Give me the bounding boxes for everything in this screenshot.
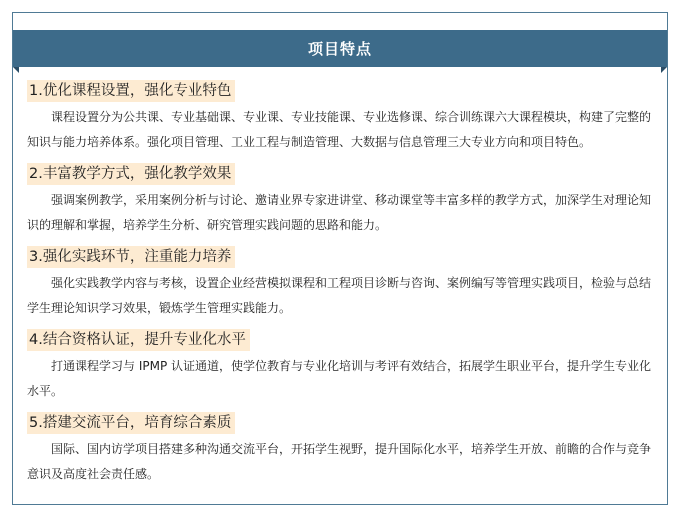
feature-section-5 — [27, 404, 655, 487]
feature-section-3 — [27, 238, 655, 321]
feature-section-1 — [27, 72, 655, 155]
section-body: 课程设置分为公共课、专业基础课、专业课、专业技能课、专业选修课、综合训练课六大课程模块，构建了完整的知识与能力培养体系。强化项目管理、工业工程与制造管理、大数据与信息管理三大专业方向和项目特色。 — [27, 110, 652, 149]
section-heading: 4.结合资格认证，提升专业化水平 — [27, 329, 250, 351]
section-heading: 1.优化课程设置，强化专业特色 — [27, 80, 235, 102]
section-body: 强化实践教学内容与考核，设置企业经营模拟课程和工程项目诊断与咨询、案例编写等管理实践项目，检验与总结学生理论知识学习效果，锻炼学生管理实践能力。 — [27, 276, 652, 315]
section-body: 打通课程学习与 IPMP 认证通道，使学位教育与专业化培训与考评有效结合，拓展学生职业平台，提升学生专业化水平。 — [27, 359, 651, 398]
header-bar — [13, 30, 667, 67]
section-heading: 2.丰富教学方式，强化教学效果 — [27, 163, 235, 185]
section-heading: 5.搭建交流平台，培育综合素质 — [27, 412, 235, 434]
feature-panel — [12, 12, 668, 505]
feature-section-4 — [27, 321, 655, 404]
section-body: 国际、国内访学项目搭建多种沟通交流平台，开拓学生视野，提升国际化水平，培养学生开放、前瞻的合作与竞争意识及高度社会责任感。 — [27, 442, 652, 481]
feature-list — [27, 72, 655, 487]
feature-section-2 — [27, 155, 655, 238]
section-body: 强调案例教学，采用案例分析与讨论、邀请业界专家进讲堂、移动课堂等丰富多样的教学方式，加深学生对理论知识的理解和掌握，培养学生分析、研究管理实践问题的思路和能力。 — [27, 193, 652, 232]
section-heading: 3.强化实践环节，注重能力培养 — [27, 246, 235, 268]
page-title: 项目特点 — [307, 40, 372, 58]
